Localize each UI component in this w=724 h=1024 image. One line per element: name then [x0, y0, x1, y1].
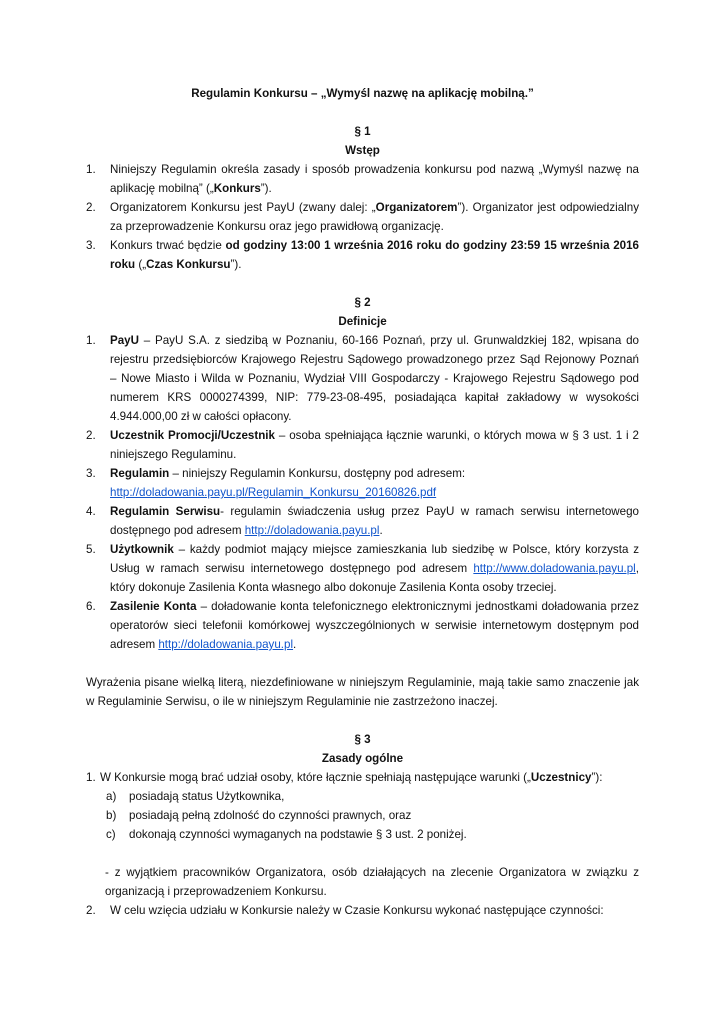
item-text: dokonają czynności wymaganych na podstawie § 3 ust. 2 poniżej.: [129, 828, 467, 841]
item-text: Użytkownik – każdy podmiot mający miejsce zamieszkania lub siedzibę w Polsce, który korzysta z Usług w ramach serwisu internetowego dostępnego pod adresem http://www.doladowania.payu.pl, który dokonuje Zasilenia Konta własnego albo dokonuje Zasilenia Konta osoby trzeciej.: [110, 543, 639, 594]
topup-service-link[interactable]: http://doladowania.payu.pl: [158, 638, 294, 651]
list-item: [86, 236, 639, 274]
list-item: [86, 768, 639, 787]
item-text: W Konkursie mogą brać udział osoby, które łącznie spełniają następujące warunki („Uczestnicy”):: [100, 771, 603, 784]
item-number: 4.: [86, 505, 96, 518]
item-number: 1.: [86, 334, 96, 347]
definition-item: [86, 464, 639, 502]
item-number: 3.: [86, 467, 96, 480]
definition-item: [86, 331, 639, 426]
item-text: Uczestnik Promocji/Uczestnik – osoba spełniająca łącznie warunki, o których mowa w § 3 ust. 1 i 2 niniejszego Regulaminu.: [110, 429, 639, 461]
item-number: 6.: [86, 600, 96, 613]
item-text: Zasilenie Konta – doładowanie konta telefonicznego elektronicznymi jednostkami doładowania przez operatorów sieci telefonii komórkowej wyszczególnionych w serwisie internetowym dostępnym pod adresem http://doladowania.payu.pl.: [110, 600, 640, 651]
section-heading: Definicje: [338, 315, 387, 328]
item-number: 2.: [86, 429, 96, 442]
item-number: 2.: [86, 904, 96, 917]
definition-item: [86, 426, 639, 464]
section-2: [86, 293, 639, 711]
item-text: posiadają status Użytkownika,: [129, 790, 285, 803]
regulamin-link[interactable]: http://doladowania.payu.pl/Regulamin_Konkursu_20160826.pdf: [110, 486, 437, 499]
condition-item: [106, 825, 639, 844]
item-letter: b): [106, 809, 117, 822]
item-text: Regulamin – niniejszy Regulamin Konkursu, dostępny pod adresem: http://doladowania.payu.pl/Regulamin_Konkursu_20160826.pdf: [110, 467, 466, 499]
section-number: § 2: [354, 296, 371, 309]
section-3: [86, 730, 639, 920]
definitions-note: Wyrażenia pisane wielką literą, niezdefiniowane w niniejszym Regulaminie, mają takie samo znaczenie jak w Regulaminie Serwisu, o ile w niniejszym Regulaminie nie zastrzeżono inaczej.: [86, 676, 639, 708]
section-number: § 1: [354, 125, 371, 138]
condition-item: [106, 787, 639, 806]
item-text: Niniejszy Regulamin określa zasady i sposób prowadzenia konkursu pod nazwą „Wymyśl nazwę na aplikację mobilną” („Konkurs”).: [110, 163, 639, 195]
condition-item: [106, 806, 639, 825]
service-link[interactable]: http://doladowania.payu.pl: [244, 524, 380, 537]
item-text: Organizatorem Konkursu jest PayU (zwany dalej: „Organizatorem”). Organizator jest odpowiedzialny za przeprowadzenie Konkursu oraz jego prawidłową organizację.: [110, 201, 639, 233]
section-heading: Zasady ogólne: [321, 752, 404, 765]
section-number: § 3: [354, 733, 371, 746]
item-text: Konkurs trwać będzie od godziny 13:00 1 września 2016 roku do godziny 23:59 15 września 2016 roku („Czas Konkursu”).: [110, 239, 640, 271]
item-text: Regulamin Serwisu- regulamin świadczenia usług przez PayU w ramach serwisu internetowego dostępnego pod adresem http://doladowania.payu.pl.: [110, 505, 639, 537]
item-letter: a): [106, 790, 117, 803]
item-text: posiadają pełną zdolność do czynności prawnych, oraz: [129, 809, 412, 822]
item-letter: c): [106, 828, 116, 841]
definition-item: [86, 597, 639, 654]
list-item: [86, 160, 639, 198]
item-number: 5.: [86, 543, 96, 556]
item-text: PayU – PayU S.A. z siedzibą w Poznaniu, 60-166 Poznań, przy ul. Grunwaldzkiej 182, wpisana do rejestru przedsiębiorców Krajowego Rejestru Sądowego prowadzonego przez Sąd Rejonowy Poznań – Nowe Miasto i Wilda w Poznaniu, Wydział VIII Gospodarczy - Krajowego Rejestru Sądowego pod numerem KRS 0000274399, NIP: 779-23-08-495, posiadająca kapitał zakładowy w wysokości 4.944.000,00 zł w całości opłacony.: [110, 334, 639, 423]
item-number: 2.: [86, 201, 96, 214]
item-number: 1.: [86, 163, 96, 176]
section-heading: Wstęp: [345, 144, 380, 157]
exception-note: - z wyjątkiem pracowników Organizatora, osób działających na zlecenie Organizatora w związku z organizacją i przeprowadzeniem Konkursu.: [105, 866, 639, 898]
document-title: Regulamin Konkursu – „Wymyśl nazwę na aplikację mobilną.”: [191, 87, 534, 100]
list-item: [86, 198, 639, 236]
definition-item: [86, 502, 639, 540]
item-number: 1.: [86, 771, 96, 784]
definition-item: [86, 540, 639, 597]
item-text: W celu wzięcia udziału w Konkursie należy w Czasie Konkursu wykonać następujące czynności:: [110, 904, 604, 917]
item-number: 3.: [86, 239, 96, 252]
www-service-link[interactable]: http://www.doladowania.payu.pl: [473, 562, 636, 575]
document-content: [86, 84, 639, 920]
list-item: [86, 901, 639, 920]
section-1: [86, 122, 639, 274]
